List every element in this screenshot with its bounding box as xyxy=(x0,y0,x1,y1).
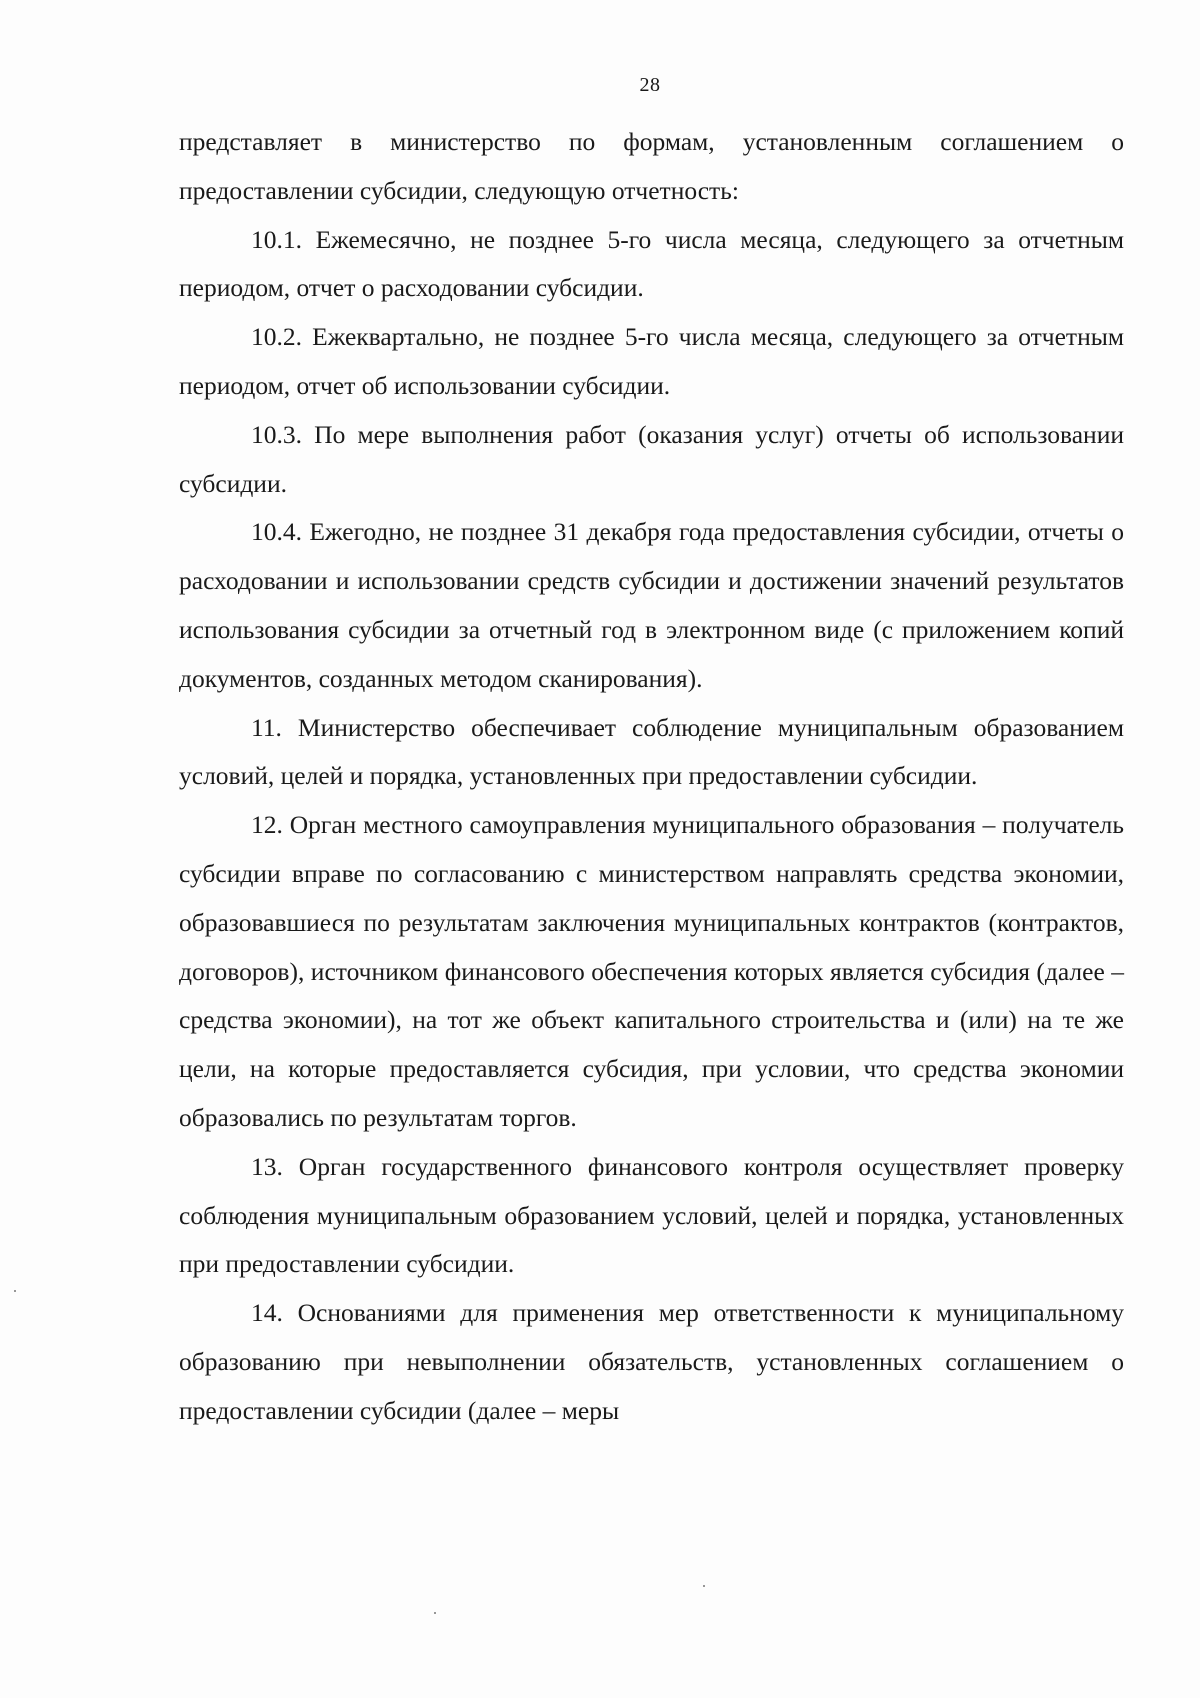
paragraph-10-4: 10.4. Ежегодно, не позднее 31 декабря года предоставления субсидии, отчеты о расходовании и использовании средств субсидии и достижении значений результатов использования субсидии за отчетный год в электронном виде (с приложением копий документов, созданных методом сканирования). xyxy=(179,517,1124,693)
paragraph-10-2: 10.2. Ежеквартально, не позднее 5-го числа месяца, следующего за отчетным периодом, отчет об использовании субсидии. xyxy=(179,322,1124,400)
page-number: 28 xyxy=(639,74,661,96)
paragraph-14: 14. Основаниями для применения мер ответственности к муниципальному образованию при невыполнении обязательств, установленных соглашением о предоставлении субсидии (далее – меры xyxy=(179,1298,1124,1425)
paragraph-13: 13. Орган государственного финансового контроля осуществляет проверку соблюдения муниципальным образованием условий, целей и порядка, установленных при предоставлении субсидии. xyxy=(179,1151,1124,1279)
scan-speck xyxy=(703,1585,705,1587)
paragraph-10-3: 10.3. По мере выполнения работ (оказания услуг) отчеты об использовании субсидии. xyxy=(179,419,1124,498)
scan-speck xyxy=(14,1290,16,1292)
paragraph-10-1: 10.1. Ежемесячно, не позднее 5-го числа месяца, следующего за отчетным периодом, отчет о расходовании субсидии. xyxy=(179,224,1124,303)
scan-speck xyxy=(434,1612,436,1614)
paragraph-11: 11. Министерство обеспечивает соблюдение муниципальным образованием условий, целей и порядка, установленных при предоставлении субсидии. xyxy=(179,712,1124,791)
paragraph-intro: представляет в министерство по формам, установленным соглашением о предоставлении субсидии, следующую отчетность: xyxy=(179,127,1124,205)
document-body xyxy=(179,118,1124,1436)
paragraph-12: 12. Орган местного самоуправления муниципального образования – получатель субсидии вправе по согласованию с министерством направлять средства экономии, образовавшиеся по результатам заключения муниципальных контрактов (контрактов, договоров), источником финансового обеспечения которых является субсидия (далее – средства экономии), на тот же объект капитального строительства и (или) на те же цели, на которые предоставляется субсидия, при условии, что средства экономии образовались по результатам торгов. xyxy=(179,810,1124,1132)
